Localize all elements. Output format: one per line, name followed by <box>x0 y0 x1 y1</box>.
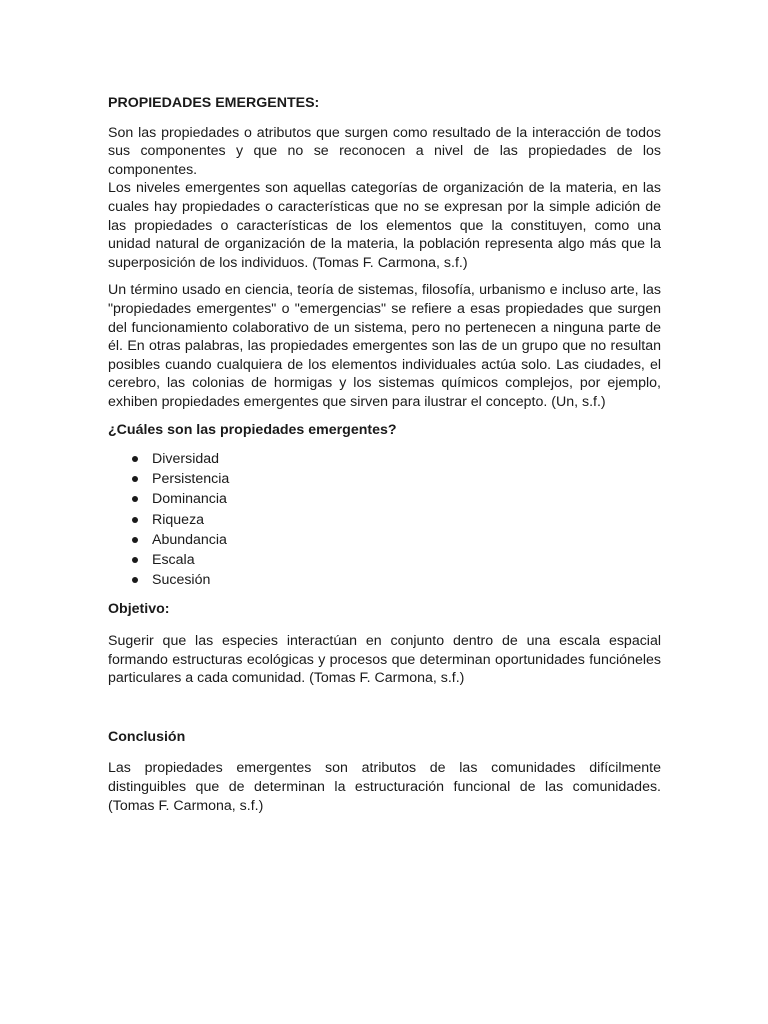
bullet-icon <box>132 537 138 543</box>
list-item <box>108 489 661 509</box>
list-item <box>108 449 661 469</box>
paragraph-objetivo: Sugerir que las especies interactúan en conjunto dentro de una escala espacial formando estructuras ecológicas y procesos que determinan oportunidades funcióneles particulares a cada comunidad. (Tomas F. Carmona, s.f.) <box>108 633 661 687</box>
paragraph-niveles: Los niveles emergentes son aquellas categorías de organización de la materia, en las cuales hay propiedades o características que no se expresan por la simple adición de las propiedades o características de los elementos que la constituyen, como una unidad natural de organización de la materia, la población representa algo más que la superposición de los individuos. (Tomas F. Carmona, s.f.) <box>108 180 661 271</box>
list-item <box>108 510 661 530</box>
list-item <box>108 530 661 550</box>
list-item <box>108 469 661 489</box>
list-item-label: Dominancia <box>152 491 227 508</box>
properties-list <box>108 449 661 590</box>
bullet-icon <box>132 557 138 563</box>
list-item-label: Riqueza <box>152 511 205 528</box>
heading-cuales-son: ¿Cuáles son las propiedades emergentes? <box>108 421 397 438</box>
list-item-label: Escala <box>152 552 195 569</box>
paragraph-intro: Son las propiedades o atributos que surgen como resultado de la interacción de todos sus componentes y que no se reconocen a nivel de las propiedades de los componentes. <box>108 124 661 178</box>
bullet-icon <box>132 476 138 482</box>
heading-propiedades-emergentes: PROPIEDADES EMERGENTES: <box>108 95 320 111</box>
list-item-label: Sucesión <box>152 572 211 589</box>
bullet-icon <box>132 517 138 523</box>
list-item <box>108 550 661 570</box>
bullet-icon <box>132 496 138 502</box>
paragraph-conclusion: Las propiedades emergentes son atributos de las comunidades difícilmente distinguibles que de determinan la estructuración funcional de las comunidades. (Tomas F. Carmona, s.f.) <box>108 760 661 814</box>
heading-objetivo: Objetivo: <box>108 601 170 618</box>
paragraph-termino: Un término usado en ciencia, teoría de sistemas, filosofía, urbanismo e incluso arte, las "propiedades emergentes" o "emergencias" se refiere a esas propiedades que surgen del funcionamiento colaborativo de un sistema, pero no pertenecen a ninguna parte de él. En otras palabras, las propiedades emergentes son las de un grupo que no resultan posibles cuando cualquiera de los elementos individuales actúa solo. Las ciudades, el cerebro, las colonias de hormigas y los sistemas químicos complejos, por ejemplo, exhiben propiedades emergentes que sirven para ilustrar el concepto. (Un, s.f.) <box>108 282 661 410</box>
list-item-label: Diversidad <box>152 451 220 468</box>
bullet-icon <box>132 577 138 583</box>
heading-conclusion: Conclusión <box>108 728 186 745</box>
bullet-icon <box>132 456 138 462</box>
list-item-label: Persistencia <box>152 471 230 488</box>
list-item-label: Abundancia <box>152 531 227 548</box>
document-page <box>108 94 661 815</box>
list-item <box>108 570 661 590</box>
